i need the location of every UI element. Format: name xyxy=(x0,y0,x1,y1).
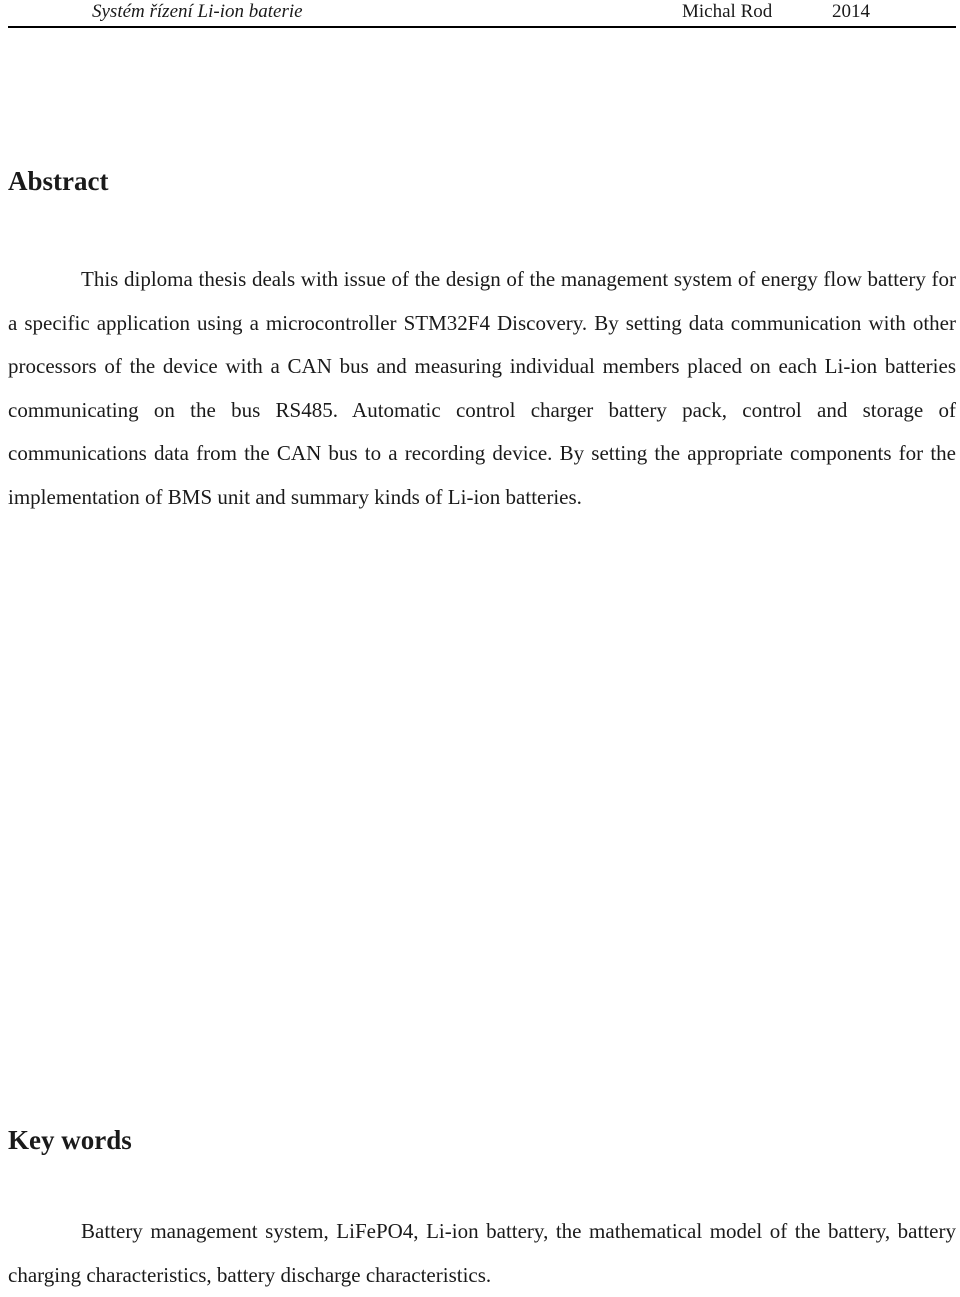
keywords-paragraph: Battery management system, LiFePO4, Li-ion battery, the mathematical model of the battery, battery charging characteristics, battery discharge characteristics. xyxy=(8,1219,956,1287)
header-year: 2014 xyxy=(832,1,870,22)
abstract-paragraph: This diploma thesis deals with issue of the design of the management system of energy flow battery for a specific application using a microcontroller STM32F4 Discovery. By setting data communication with other processors of the device with a CAN bus and measuring individual members placed on each Li-ion batteries communicating on the bus RS485. Automatic control charger battery pack, control and storage of communications data from the CAN bus to a recording device. By setting the appropriate components for the implementation of BMS unit and summary kinds of Li-ion batteries. xyxy=(8,267,956,509)
header-title xyxy=(92,0,303,24)
abstract-heading: Abstract xyxy=(8,166,109,196)
page-header xyxy=(8,0,956,28)
header-author: Michal Rod xyxy=(682,1,773,22)
header-title-part-1: Systém řízení Li xyxy=(92,1,214,22)
header-title-hyphen: - xyxy=(213,1,220,22)
header-title-part-2: ion baterie xyxy=(219,1,303,22)
keywords-heading: Key words xyxy=(8,1125,132,1155)
